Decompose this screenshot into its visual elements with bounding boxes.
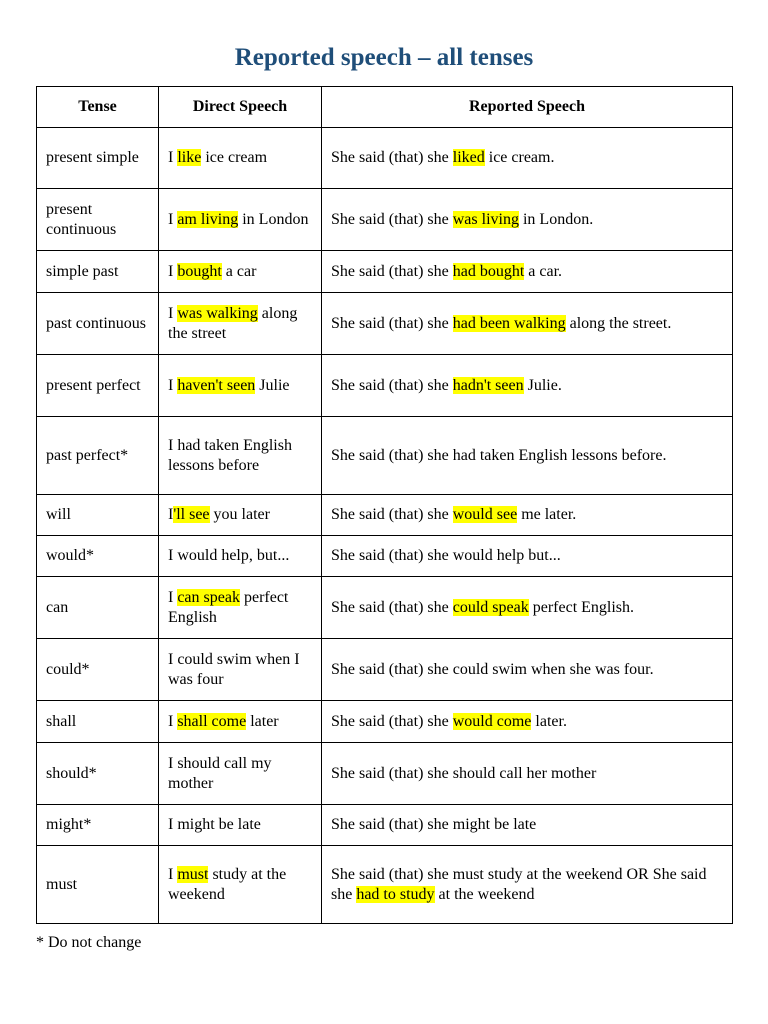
text-segment: along the street. [565,314,672,332]
direct-speech-cell [159,495,322,536]
tense-cell: will [37,495,159,536]
text-segment: She said (that) she [331,149,453,166]
text-segment: She said (that) she might be late [331,816,537,833]
highlighted-verb: could speak [452,598,529,616]
table-row [37,355,733,417]
tense-cell: present simple [37,128,159,189]
reported-speech-cell [322,128,733,189]
text-segment: later [246,712,279,730]
direct-speech-cell [159,536,322,577]
highlighted-verb: can speak [177,588,240,606]
header-tense: Tense [37,87,159,128]
text-segment: I [168,149,178,166]
table-row [37,639,733,701]
table-row [37,536,733,577]
text-segment: I [168,210,178,228]
text-segment: at the weekend [434,885,535,903]
highlighted-verb: like [177,149,202,166]
direct-speech-cell [159,128,322,189]
highlighted-verb: was walking [177,304,258,322]
text-segment: I [168,712,178,730]
direct-speech-cell [159,189,322,251]
highlighted-verb: hadn't seen [452,376,524,394]
text-segment: study at the weekend [168,865,287,903]
highlighted-verb: bought [177,262,222,280]
table-row [37,251,733,293]
direct-speech-cell [159,743,322,805]
text-segment: She said (that) she [331,314,453,332]
table-row [37,189,733,251]
text-segment: ice cream. [484,149,555,166]
reported-speech-cell [322,417,733,495]
page-title: Reported speech – all tenses [234,44,534,71]
reported-speech-cell [322,577,733,639]
text-segment: She said (that) she [331,712,453,730]
text-segment: I [168,588,178,606]
table-row [37,128,733,189]
tense-cell: past continuous [37,293,159,355]
text-segment: She said (that) she would help but... [331,547,561,564]
text-segment: She said (that) she [331,262,453,280]
table-row [37,701,733,743]
table-row [37,577,733,639]
reported-speech-cell [322,743,733,805]
table-body [37,128,733,924]
reported-speech-cell [322,355,733,417]
reported-speech-cell [322,293,733,355]
table-row [37,846,733,924]
text-segment: in London [238,210,309,228]
text-segment: She said (that) she [331,598,453,616]
text-segment: you later [209,506,270,523]
tense-cell: might* [37,805,159,846]
text-segment: later. [531,712,567,730]
text-segment: I should call my mother [168,754,272,792]
table-row [37,293,733,355]
text-segment: She said (that) she must study at the weekend OR She said she [331,865,707,903]
highlighted-verb: must [177,865,209,883]
text-segment: She said (that) she [331,210,453,228]
text-segment: I [168,262,178,280]
direct-speech-cell [159,293,322,355]
text-segment: a car. [524,262,563,280]
text-segment: She said (that) she [331,376,453,394]
text-segment: perfect English [168,588,289,626]
text-segment: I had taken English lessons before [168,436,292,474]
reported-speech-cell [322,536,733,577]
text-segment: I would help, but... [168,547,290,564]
header-reported-speech: Reported Speech [322,87,733,128]
direct-speech-cell [159,846,322,924]
text-segment: perfect English. [528,598,635,616]
tense-cell: must [37,846,159,924]
tense-cell: present continuous [37,189,159,251]
text-segment: I [168,376,178,394]
text-segment: me later. [517,506,577,523]
highlighted-verb: had to study [356,885,435,903]
direct-speech-cell [159,251,322,293]
tense-cell: can [37,577,159,639]
reported-speech-cell [322,701,733,743]
direct-speech-cell [159,805,322,846]
text-segment: I [168,506,174,523]
tense-cell: could* [37,639,159,701]
highlighted-verb: had been walking [452,314,566,332]
direct-speech-cell [159,355,322,417]
highlighted-verb: am living [177,210,239,228]
direct-speech-cell [159,577,322,639]
text-segment: I might be late [168,816,261,833]
highlighted-verb: had bought [452,262,525,280]
reported-speech-cell [322,251,733,293]
table-row [37,417,733,495]
text-segment: She said (that) she could swim when she was four. [331,660,654,678]
text-segment: I [168,865,178,883]
table-row [37,495,733,536]
highlighted-verb: shall come [177,712,247,730]
reported-speech-cell [322,189,733,251]
highlighted-verb: would see [452,506,518,523]
text-segment: a car [221,262,257,280]
tense-cell: simple past [37,251,159,293]
table-row [37,805,733,846]
table-row [37,743,733,805]
direct-speech-cell [159,417,322,495]
tense-cell: past perfect* [37,417,159,495]
text-segment: I could swim when I was four [168,650,300,688]
text-segment: along the street [168,304,298,342]
header-direct-speech: Direct Speech [159,87,322,128]
reported-speech-table [36,86,733,924]
text-segment: She said (that) she had taken English lessons before. [331,446,667,464]
text-segment: I [168,304,178,322]
reported-speech-cell [322,805,733,846]
tense-cell: should* [37,743,159,805]
table-header-row [37,87,733,128]
highlighted-verb: was living [452,210,519,228]
tense-cell: present perfect [37,355,159,417]
direct-speech-cell [159,701,322,743]
text-segment: ice cream [201,149,268,166]
highlighted-verb: 'll see [173,506,210,523]
text-segment: She said (that) she should call her mother [331,764,597,782]
reported-speech-cell [322,846,733,924]
tense-cell: would* [37,536,159,577]
footnote: * Do not change [36,934,142,951]
direct-speech-cell [159,639,322,701]
text-segment: in London. [518,210,594,228]
text-segment: She said (that) she [331,506,453,523]
highlighted-verb: haven't seen [177,376,256,394]
highlighted-verb: liked [452,149,485,166]
tense-cell: shall [37,701,159,743]
text-segment: Julie. [523,376,562,394]
reported-speech-cell [322,639,733,701]
text-segment: Julie [255,376,290,394]
reported-speech-cell [322,495,733,536]
highlighted-verb: would come [452,712,532,730]
